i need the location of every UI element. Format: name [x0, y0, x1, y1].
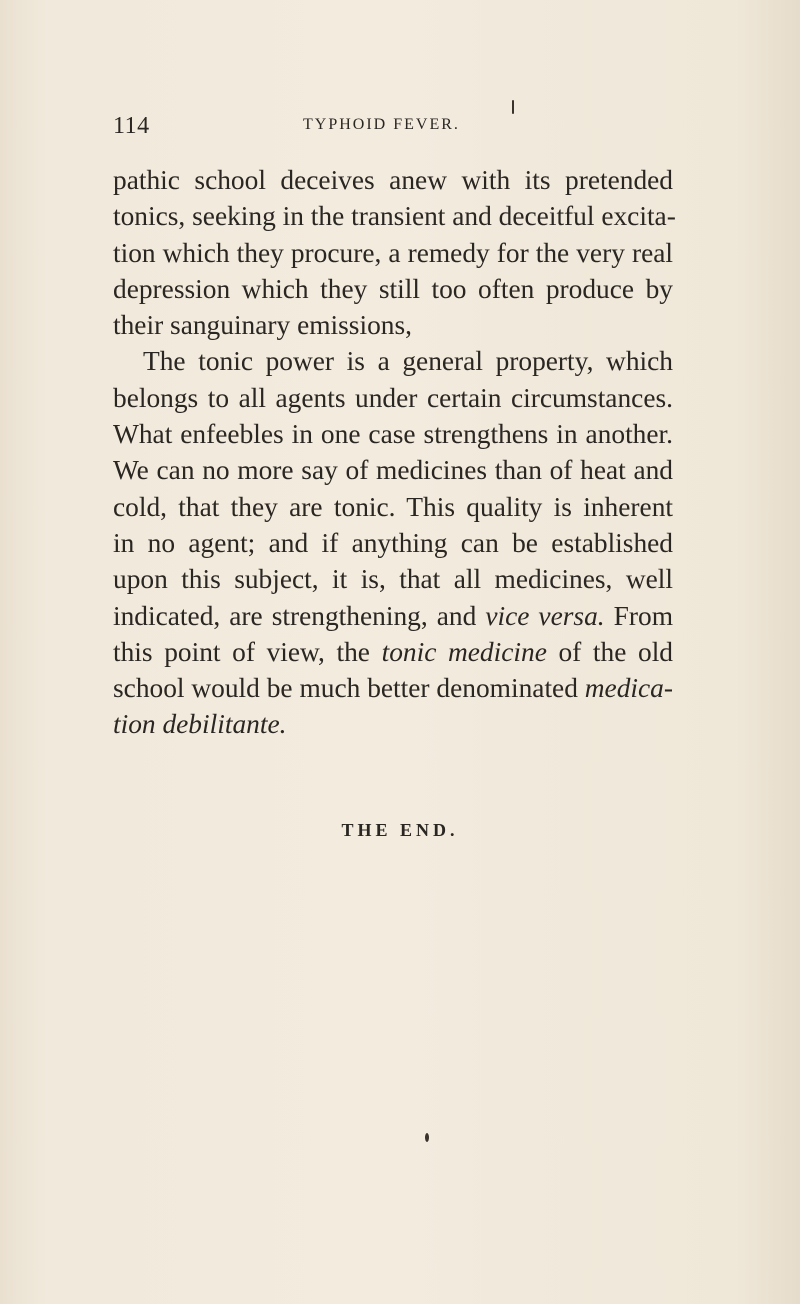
- text-line: [113, 634, 673, 670]
- text-line: depression which they still too often produce by: [113, 273, 673, 304]
- text-line: upon this subject, it is, that all medicines, well: [113, 564, 673, 595]
- text-line: [113, 670, 673, 706]
- italic-phrase: tion debilitante.: [113, 709, 287, 740]
- text-line: [113, 598, 673, 634]
- ink-speck: [425, 1133, 429, 1142]
- text-line: belongs to all agents under certain circumstances.: [113, 382, 673, 413]
- text-line: We can no more say of medicines than of heat and: [113, 455, 673, 486]
- text-line: their sanguinary emissions,: [113, 310, 412, 341]
- the-end-label: THE END.: [341, 820, 459, 840]
- line-text: From: [604, 600, 673, 631]
- running-title: TYPHOID FEVER.: [303, 116, 460, 133]
- line-text: this point of view, the: [113, 636, 382, 667]
- text-line: The tonic power is a general property, which: [143, 346, 673, 377]
- line-text: school would be much better denominated: [113, 673, 585, 704]
- text-line: [113, 706, 673, 742]
- text-line: What enfeebles in one case strengthens in another.: [113, 419, 673, 450]
- line-text: of the old: [546, 636, 674, 667]
- text-line: pathic school deceives anew with its pretended: [113, 165, 673, 195]
- italic-phrase: medica-: [584, 673, 673, 704]
- text-line: tion which they procure, a remedy for the very real: [113, 237, 673, 268]
- text-line: in no agent; and if anything can be established: [113, 527, 673, 558]
- running-head: [113, 113, 733, 143]
- text-line: tonics, seeking in the transient and deceitful excita-: [113, 201, 676, 232]
- body-text: [113, 162, 676, 743]
- italic-phrase: tonic medicine: [381, 636, 547, 667]
- line-text: indicated, are strengthening, and: [113, 600, 486, 631]
- text-line: cold, that they are tonic. This quality is inherent: [113, 491, 673, 522]
- ink-speck: [512, 100, 514, 114]
- italic-phrase: vice versa.: [485, 600, 605, 631]
- page-number: 114: [113, 113, 150, 139]
